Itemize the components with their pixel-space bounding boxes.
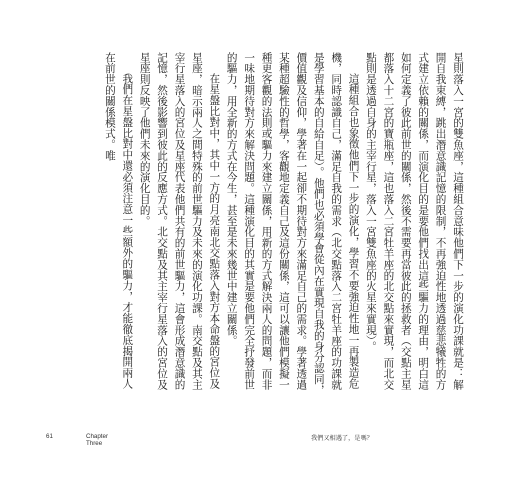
chapter-number: Three [86, 440, 103, 447]
paragraph-4: 我們在星盤比對中還必須注意一些額外的驅力，才能徹底揭開兩人在前世的關係模式。唯 [103, 52, 134, 390]
page-number: 61 [46, 433, 53, 440]
chapter-label [86, 433, 108, 447]
footer-left [46, 433, 108, 447]
paragraph-3: 在星盤比對中，其中一方的月亮南北交點落入對方本命盤的宮位及星座，暗示兩人之間特殊的前世驅力及未來的演化功課。南交點及其主宰行星落入的宮位及星座代表他們共有的前世驅力，這會形成潛意識的記憶，然後影響到彼此的反應方式。北交點及其主宰行星落入的宮位及星座則反映了他們未來的演化目的。 [138, 52, 221, 390]
paragraph-2: 這種組合也象徵他們下一步的演化，學習不要強迫性地一再製造危機，同時認識自己，滿足自我的需求（北交點落入二宮牡羊座的功課就是學習基本的自給自足）。他們也必須學會從內在實現自我的身分認同，價值觀及信仰，學著在一起卻不期待對方來滿足自己的需求。學著透過某種超驗性的哲學，客觀地定義自己及這份關係，這可以讓他們模擬一種更客觀的法則或驅力來建立關係，用新的方式解決兩人的問題，而非一味地期待對方來解決問題。這種演化目的其實是要他們完全抒發前世的驅力，用全新的方式在今生，甚至是未來幾世中建立關係。 [225, 52, 360, 396]
running-title: 我們又相遇了，是嗎？ [311, 435, 373, 442]
chapter-word: Chapter [86, 433, 109, 440]
body-text [52, 52, 466, 400]
paragraph-1: 星則落入一宮的雙魚座，這種組合意味他們下一步的演化功課就是：解開自我束縛，跳出潛意識記憶的限制，不再強迫性地透過慈悲犧牲的方式建立依賴的關係，而演化目的是要他們找出這些驅力的理由，明白這如何定義了彼此前世的關係，然後不需要再當彼此的拯救者（交點主星都落入十二宮的寶瓶座，這也落入二宮牡羊座的北交點來實現，而北交點則是透過自身的主宰行星，落入一宮雙魚座的火星來實現）。 [364, 52, 464, 390]
